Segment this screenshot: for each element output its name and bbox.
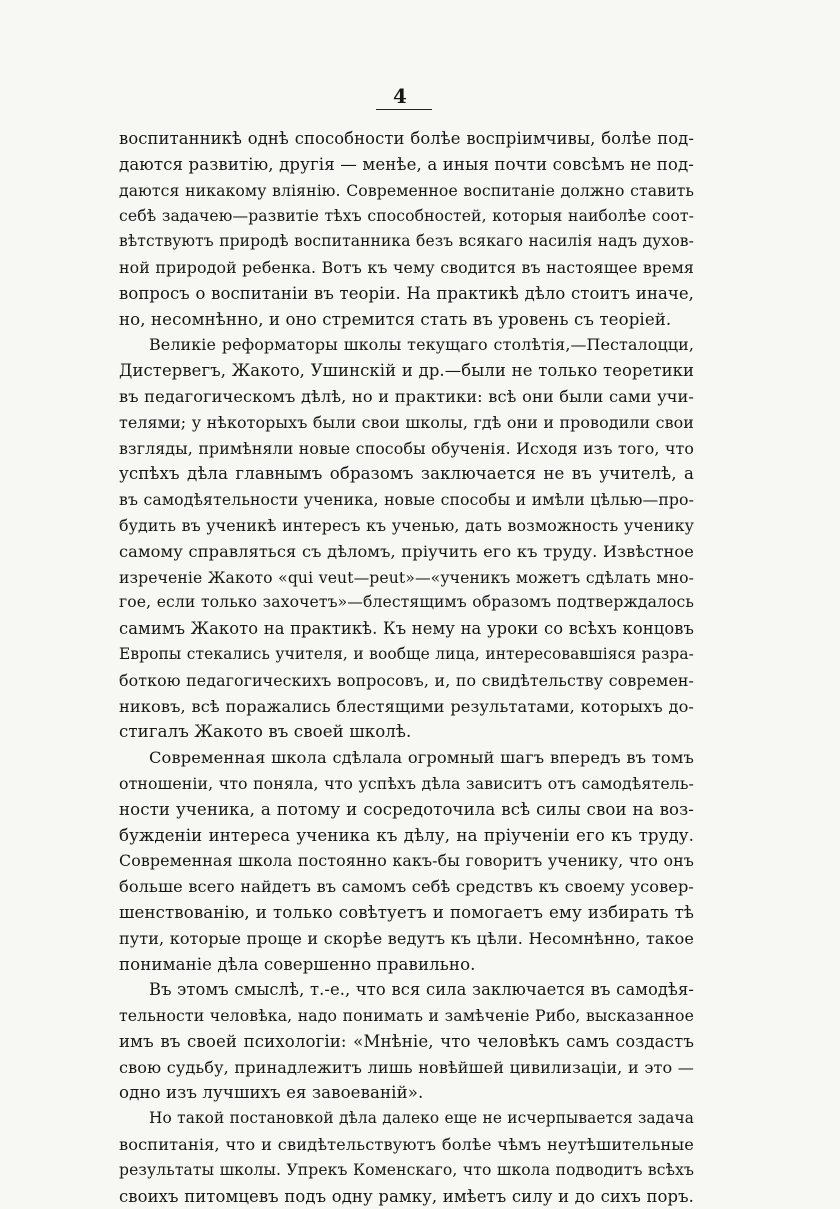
paragraph — [119, 332, 694, 745]
paragraph — [119, 1106, 694, 1209]
text-line: въ самодѣятельности ученика, новые способы и имѣли цѣлью—про- — [119, 490, 694, 510]
page-number: 4 — [393, 84, 407, 108]
text-line: больше всего найдетъ въ самомъ себѣ средствъ къ своему усовер- — [119, 877, 694, 897]
text-line: взгляды, примѣняли новые способы обученія. Исходя изъ того, что — [119, 438, 694, 458]
text-line: Въ этомъ смыслѣ, т.-е., что вся сила заключается въ самодѣя- — [149, 980, 694, 1000]
text-line: ности ученика, а потому и сосредоточила всѣ силы свои на воз- — [119, 799, 694, 819]
text-line: вопросъ о воспитаніи въ теоріи. На практикѣ дѣло стоитъ иначе, — [119, 283, 694, 303]
body-text — [119, 126, 694, 1209]
text-line: самому справляться съ дѣломъ, пріучить его къ труду. Извѣстное — [119, 541, 694, 561]
text-line: себѣ задачею—развитіе тѣхъ способностей, которыя наиболѣе соот- — [119, 206, 694, 226]
paragraph — [119, 126, 694, 332]
text-line: воспитанникѣ однѣ способности болѣе воспріимчивы, болѣе под- — [119, 129, 694, 148]
text-line: отношеніи, что поняла, что успѣхъ дѣла зависитъ отъ самодѣятель- — [119, 773, 694, 793]
text-line: результаты школы. Упрекъ Коменскаго, что школа подводитъ всѣхъ — [119, 1160, 694, 1179]
text-line: своихъ питомцевъ подъ одну рамку, имѣетъ силу и до сихъ поръ. — [119, 1186, 694, 1206]
text-line: Великіе реформаторы школы текущаго столѣтія,—Песталоцци, — [149, 335, 694, 355]
text-line: телями; у нѣкоторыхъ были свои школы, гдѣ они и проводили свои — [119, 412, 694, 432]
text-line: въ педагогическомъ дѣлѣ, но и практики: всѣ они были сами учи- — [119, 386, 694, 406]
text-line: Современная школа постоянно какъ-бы говоритъ ученику, что онъ — [119, 851, 694, 871]
text-line: никовъ, всѣ поражались блестящими результатами, которыхъ до- — [119, 696, 694, 716]
text-line: Европы стекались учителя, и вообще лица, интересовавшіяся разра- — [119, 644, 694, 663]
text-line: стигалъ Жакото въ своей школѣ. — [119, 722, 412, 742]
text-line: свою судьбу, принадлежитъ лишь новѣйшей цивилизаціи, и это — — [119, 1057, 694, 1077]
text-line: гое, если только захочетъ»—блестящимъ образомъ подтверждалось — [119, 593, 694, 612]
text-line: Современная школа сдѣлала огромный шагъ впередъ въ томъ — [149, 748, 694, 768]
text-line: самимъ Жакото на практикѣ. Къ нему на уроки со всѣхъ концовъ — [119, 619, 694, 639]
text-line: будить въ ученикѣ интересъ къ ученью, дать возможность ученику — [119, 515, 694, 535]
text-line: вѣтствуютъ природѣ воспитанника безъ всякаго насилія надъ духов- — [119, 232, 694, 251]
text-line: пути, которые проще и скорѣе ведутъ къ цѣли. Несомнѣнно, такое — [119, 928, 694, 948]
paragraph — [119, 745, 694, 977]
text-line: имъ въ своей психологіи: «Мнѣніе, что человѣкъ самъ создастъ — [119, 1031, 694, 1051]
text-line: одно изъ лучшихъ ея завоеваній». — [119, 1083, 424, 1103]
text-line: Дистервегъ, Жакото, Ушинскій и др.—были не только теоретики — [119, 361, 694, 381]
text-line: даются развитію, другія — менѣе, а иныя почти совсѣмъ не под- — [119, 154, 694, 174]
paragraph — [119, 977, 694, 1106]
text-line: даются никакому вліянію. Современное воспитаніе должно ставить — [119, 180, 694, 200]
text-line: успѣхъ дѣла главнымъ образомъ заключается не въ учителѣ, а — [119, 464, 694, 484]
text-line: Но такой постановкой дѣла далеко еще не исчерпывается задача — [149, 1109, 694, 1128]
text-line: воспитанія, что и свидѣтельствуютъ болѣе чѣмъ неутѣшительные — [119, 1135, 694, 1155]
text-line: тельности человѣка, надо понимать и замѣченіе Рибо, высказанное — [119, 1006, 694, 1026]
page-number-rule — [376, 109, 432, 110]
text-line: пониманіе дѣла совершенно правильно. — [119, 954, 476, 974]
text-line: ной природой ребенка. Вотъ къ чему сводится въ настоящее время — [119, 257, 694, 277]
text-line: изреченіе Жакото «qui veut—peut»—«ученикъ можетъ сдѣлать мно- — [119, 567, 694, 587]
text-line: шенствованію, и только совѣтуетъ и помогаетъ ему избирать тѣ — [119, 902, 694, 922]
text-line: бужденіи интереса ученика къ дѣлу, на пріученіи его къ труду. — [119, 825, 694, 845]
text-line: но, несомнѣнно, и оно стремится стать въ уровень съ теоріей. — [119, 309, 672, 329]
text-line: боткою педагогическихъ вопросовъ, и, по свидѣтельству современ- — [119, 670, 694, 690]
